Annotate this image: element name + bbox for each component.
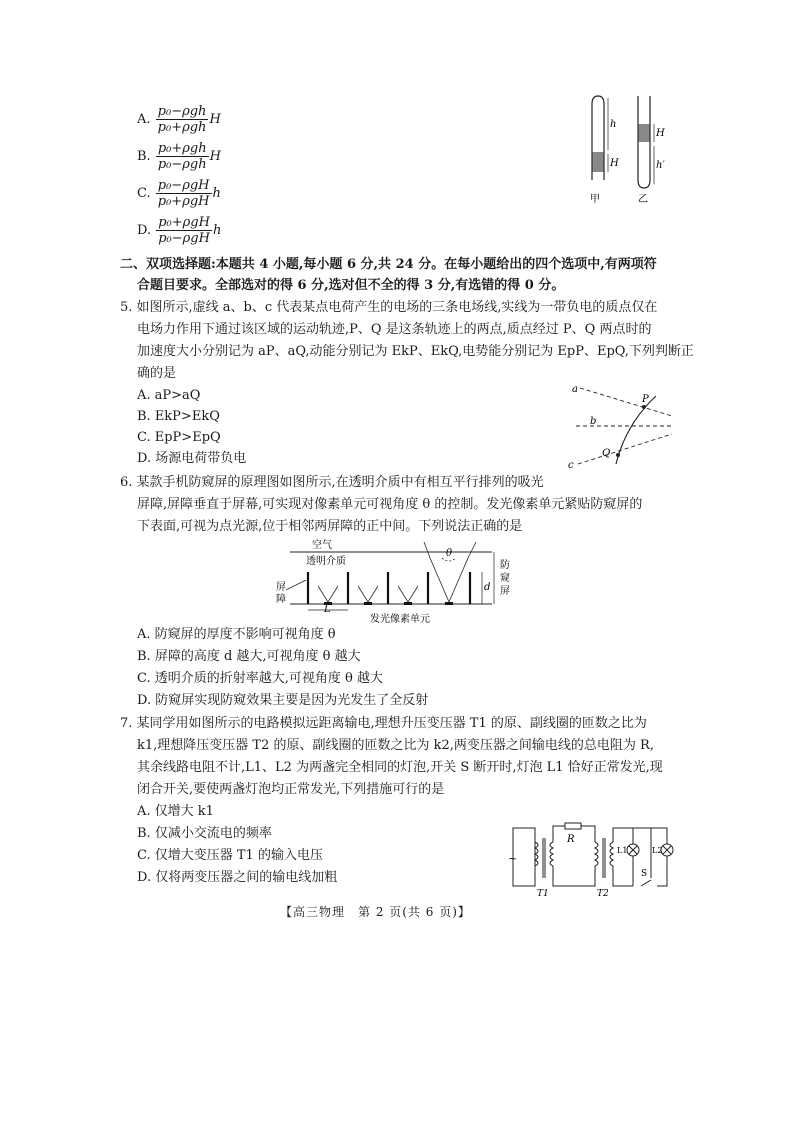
q5-option-d: D. 场源电荷带负电 (137, 451, 247, 466)
switch-s (641, 880, 651, 886)
q7-text-line2: k1,理想降压变压器 T2 的原、副线圈的匝数之比为 k2,两变压器之间输电线的总电阻为 R, (137, 738, 654, 753)
label-d: d (484, 582, 491, 593)
tube-left-mercury (593, 152, 604, 172)
q5-option-a: A. aP>aQ (137, 388, 201, 403)
q6-text-line3: 下表面,可视为点光源,位于相邻两屏障的正中间。下列说法正确的是 (137, 519, 523, 534)
q7-text-line1: 7. 某同学用如图所示的电路模拟远距离输电,理想升压变压器 T1 的原、副线圈的匝数之比为 (120, 716, 647, 731)
q6-option-c: C. 透明介质的折射率越大,可视角度 θ 越大 (137, 671, 383, 686)
label-barrier-2: 障 (276, 594, 286, 605)
line-resistor (565, 823, 581, 829)
q4-option-b-fraction: $\frac{\text{p₀+ρgh}}{\text{p₀−ρgh}}$ (157, 141, 207, 172)
q4-option-b: B. $\frac{\text{p₀+ρgh}}{\text{p₀−ρgh}}$ H (137, 141, 221, 172)
q6-text-line1: 6. 某款手机防窥屏的原理图如图所示,在透明介质中有相互平行排列的吸光 (120, 475, 544, 490)
label-l2: L2 (652, 846, 663, 855)
label-q: Q (602, 448, 611, 459)
q7-text-line4: 闭合开关,要使两盏灯泡均正常发光,下列措施可行的是 (137, 782, 445, 797)
label-pixel-unit: 发光像素单元 (370, 614, 430, 625)
q5-field-lines-figure (560, 380, 680, 470)
q4-option-d: D. $\frac{\text{p₀+ρgH}}{\text{p₀−ρgH}}$ h (137, 215, 222, 246)
trajectory (616, 396, 656, 464)
q6-option-a: A. 防窥屏的厚度不影响可视角度 θ (137, 627, 336, 642)
tube-right-H-label: H (656, 128, 665, 139)
q6-privacy-screen-figure (270, 538, 530, 638)
tube-right-mercury (639, 124, 650, 142)
tube-left-caption: 甲 (590, 194, 600, 205)
point-p (642, 405, 646, 409)
q6-option-b: B. 屏障的高度 d 越大,可视角度 θ 越大 (137, 649, 361, 664)
barriers (308, 572, 470, 604)
label-b: b (590, 416, 597, 427)
q4-option-a: A. $\frac{\text{p₀−ρgh}}{\text{p₀+ρgh}}$ H (137, 104, 221, 135)
q5-option-b: B. EkP>EkQ (137, 409, 220, 424)
tube-right-caption: 乙 (638, 194, 648, 205)
q4-option-c-fraction: $\frac{\text{p₀−ρgH}}{\text{p₀+ρgH}}$ (157, 178, 210, 209)
q7-option-c: C. 仅增大变压器 T1 的输入电压 (137, 848, 323, 863)
tube-left-h-label: h (610, 119, 617, 130)
label-medium: 透明介质 (306, 556, 346, 567)
label-l: L (324, 604, 331, 615)
q6-text-line2: 屏障,屏障垂直于屏幕,可实现对像素单元可视角度 θ 的控制。发光像素单元紧贴防窥屏的 (137, 497, 643, 512)
point-q (616, 453, 620, 457)
q7-text-line3: 其余线路电阻不计,L1、L2 为两盏完全相同的灯泡,开关 S 断开时,灯泡 L1 恰好正常发光,现 (137, 760, 663, 775)
light-rays (318, 542, 476, 602)
tube-left-H-label: H (610, 158, 619, 169)
page-footer: 【高三物理 第 2 页(共 6 页)】 (280, 905, 471, 919)
q5-text-line2: 电场力作用下通过该区域的运动轨迹,P、Q 是这条轨迹上的两点,质点经过 P、Q 两点时的 (137, 322, 652, 337)
t1-secondary-coil (550, 842, 553, 866)
label-p: P (642, 394, 649, 405)
label-air: 空气 (312, 540, 332, 551)
label-theta: θ (446, 548, 453, 559)
q5-text-line4: 确的是 (137, 366, 177, 381)
q5-option-c: C. EpP>EpQ (137, 430, 221, 445)
q6-option-d: D. 防窥屏实现防窥效果主要是因为光发生了全反射 (137, 693, 429, 708)
q7-circuit-figure (505, 820, 685, 900)
label-t2: T2 (597, 889, 609, 899)
q7-option-d: D. 仅将两变压器之间的输电线加粗 (137, 870, 338, 885)
q7-option-a: A. 仅增大 k1 (137, 804, 214, 819)
q5-text-line1: 5. 如图所示,虚线 a、b、c 代表某点电荷产生的电场的三条电场线,实线为一带负电的质点仅在 (120, 300, 658, 315)
label-s: S (641, 869, 648, 879)
q4-tubes-figure (570, 92, 690, 212)
section2-header-line2: 合题目要求。全部选对的得 6 分,选对但不全的得 3 分,有选错的得 0 分。 (137, 278, 565, 293)
label-c: c (568, 460, 574, 470)
label-barrier-1: 屏 (276, 582, 286, 593)
label-screen-3: 屏 (500, 586, 510, 597)
q5-text-line3: 加速度大小分别记为 aP、aQ,动能分别记为 EkP、EkQ,电势能分别记为 EpP、EpQ,下列判断正 (137, 344, 694, 359)
t2-secondary-coil (610, 842, 613, 866)
label-t1: T1 (537, 889, 549, 899)
label-screen-1: 防 (500, 560, 510, 571)
ac-source-symbol: ~ (508, 852, 518, 865)
q4-option-d-fraction: $\frac{\text{p₀+ρgH}}{\text{p₀−ρgH}}$ (158, 215, 210, 246)
label-a: a (572, 384, 578, 395)
tube-right-h-label: h′ (656, 160, 665, 171)
q7-option-b: B. 仅减小交流电的频率 (137, 826, 272, 841)
q4-option-c: C. $\frac{\text{p₀−ρgH}}{\text{p₀+ρgH}}$ h (137, 178, 221, 209)
t2-primary-coil (595, 842, 598, 866)
label-r: R (567, 834, 575, 845)
q4-option-a-fraction: $\frac{\text{p₀−ρgh}}{\text{p₀+ρgh}}$ (157, 104, 207, 135)
label-l1: L1 (617, 846, 628, 855)
label-screen-2: 窥 (500, 573, 510, 584)
section2-header-line1: 二、双项选择题:本题共 4 小题,每小题 6 分,共 24 分。在每小题给出的四个选项中,有两项符 (120, 257, 657, 272)
field-line-a (580, 388, 672, 416)
